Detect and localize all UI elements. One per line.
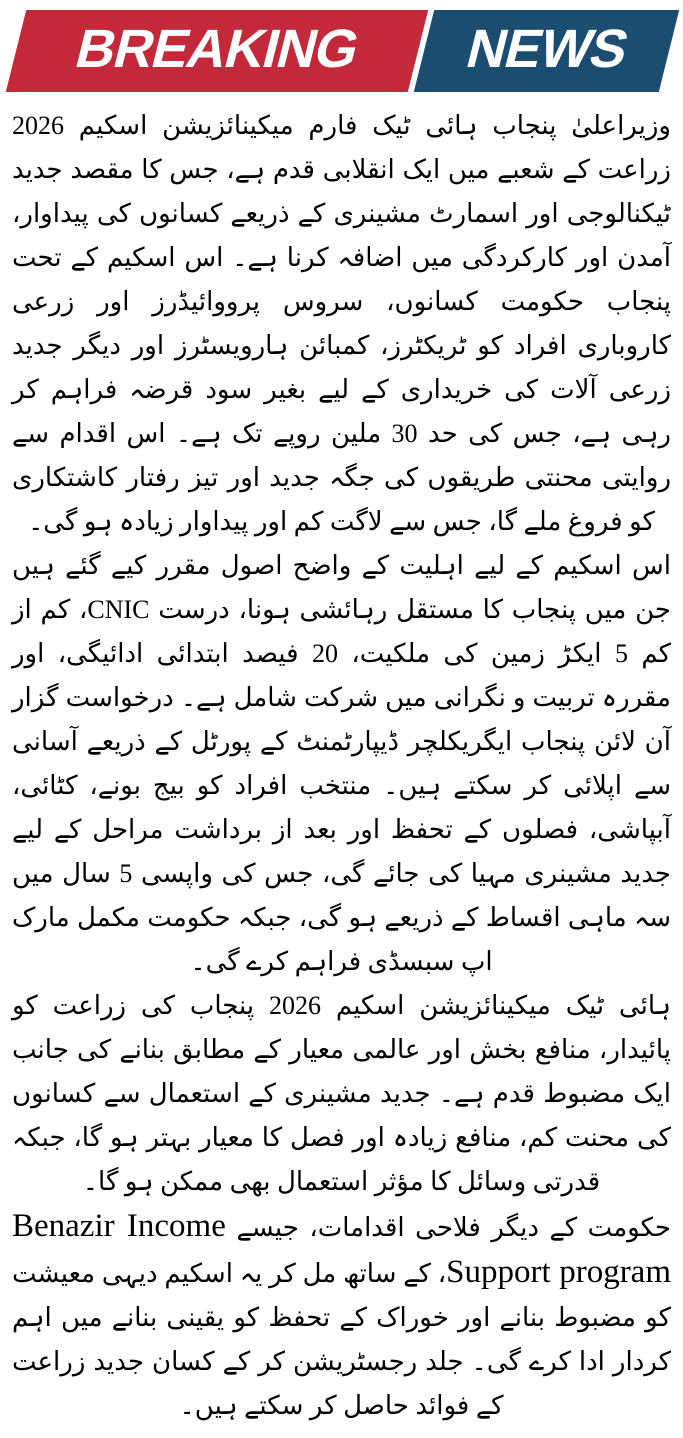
article-paragraph-4: [12, 1204, 671, 1428]
article-paragraph-3: ہائی ٹیک میکینائزیشن اسکیم 2026 پنجاب کی زراعت کو پائیدار، منافع بخش اور عالمی معیار کے مطابق بنانے کی جانب ایک مضبوط قدم ہے۔ جدید مشینری کے استعمال سے کسانوں کی محنت کم، منافع زیادہ اور فصل کا معیار بہتر ہو گا، جبکہ قدرتی وسائل کا مؤثر استعمال بھی ممکن ہو گا۔: [12, 991, 671, 1196]
breaking-label: BREAKING: [69, 19, 365, 79]
news-label: NEWS: [460, 19, 634, 79]
paragraph-4-urdu-lead: حکومت کے دیگر فلاحی اقدامات، جیسے: [225, 1213, 672, 1242]
article-body: [0, 92, 683, 1438]
news-banner-blue-shape: [413, 10, 679, 92]
article-paragraph-1: وزیراعلیٰ پنجاب ہائی ٹیک فارم میکینائزیشن اسکیم 2026 زراعت کے شعبے میں ایک انقلابی قدم ہے، جس کا مقصد جدید ٹیکنالوجی اور اسمارٹ مشینری کے ذریعے کسانوں کی پیداوار، آمدن اور کارکردگی میں اضافہ کرنا ہے۔ اس اسکیم کے تحت پنجاب حکومت کسانوں، سروس پرووائیڈرز اور زرعی کاروباری افراد کو ٹریکٹرز، کمبائن ہارویسٹرز اور دیگر جدید زرعی آلات کی خریداری کے لیے بغیر سود قرضہ فراہم کر رہی ہے، جس کی حد 30 ملین روپے تک ہے۔ اس اقدام سے روایتی محنتی طریقوں کی جگہ جدید اور تیز رفتار کاشتکاری کو فروغ ملے گا، جس سے لاگت کم اور پیداوار زیادہ ہو گی۔: [12, 111, 671, 536]
breaking-news-banner: [16, 10, 669, 92]
benazir-income-support-latin-text: Benazir Income Support program: [12, 1208, 671, 1290]
breaking-banner-red-shape: [6, 10, 428, 92]
article-paragraph-2: اس اسکیم کے لیے اہلیت کے واضح اصول مقرر کیے گئے ہیں جن میں پنجاب کا مستقل رہائشی ہونا، درست CNIC، کم از کم 5 ایکڑ زمین کی ملکیت، 20 فیصد ابتدائی ادائیگی، اور مقررہ تربیت و نگرانی میں شرکت شامل ہے۔ درخواست گزار آن لائن پنجاب ایگریکلچر ڈیپارٹمنٹ کے پورٹل کے ذریعے آسانی سے اپلائی کر سکتے ہیں۔ منتخب افراد کو بیج بونے، کٹائی، آبپاشی، فصلوں کے تحفظ اور بعد از برداشت مراحل کے لیے جدید مشینری مہیا کی جائے گی، جس کی واپسی 5 سال میں سہ ماہی اقساط کے ذریعے ہو گی، جبکہ حکومت مکمل مارک اپ سبسڈی فراہم کرے گی۔: [12, 551, 672, 976]
paragraph-4-urdu-tail: ، کے ساتھ مل کر یہ اسکیم دیہی معیشت کو مضبوط بنانے اور خوراک کے تحفظ کو یقینی بنانے میں اہم کردار ادا کرے گی۔ جلد رجسٹریشن کر کے کسان جدید زراعت کے فوائد حاصل کر سکتے ہیں۔: [12, 1259, 671, 1420]
